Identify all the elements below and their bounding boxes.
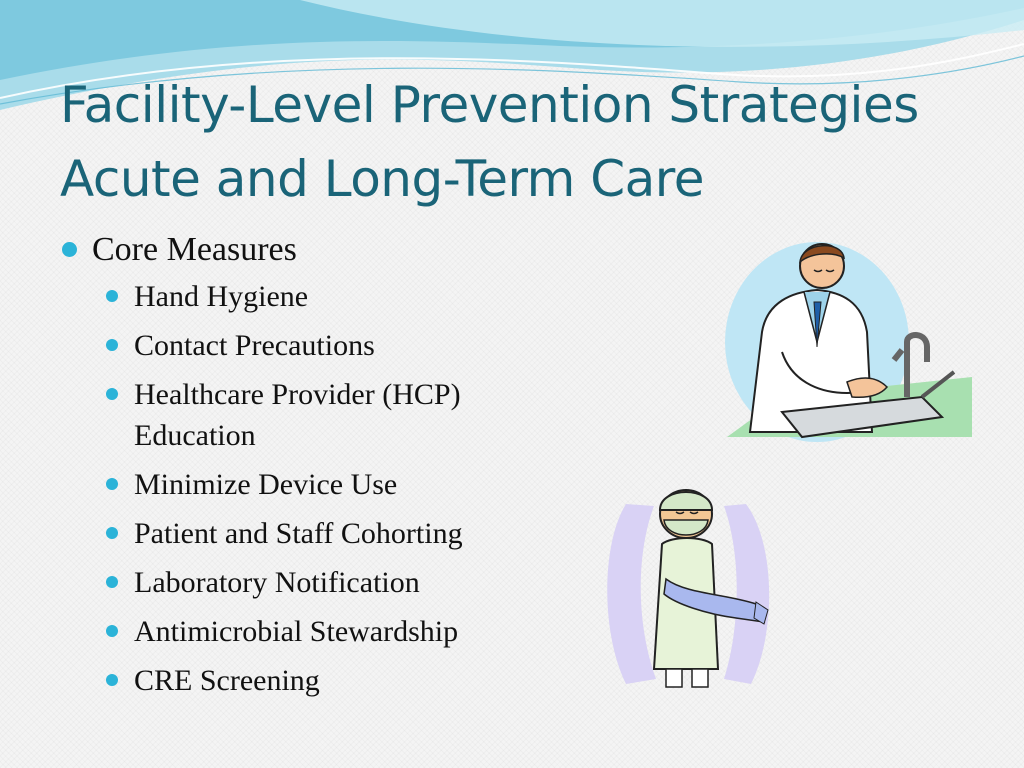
bullet-core-measures: Core Measures [60, 226, 580, 274]
sub-bullet: Antimicrobial Stewardship [60, 611, 580, 652]
sub-bullet-list [60, 276, 580, 701]
sub-bullet: Contact Precautions [60, 325, 580, 366]
slide-title [60, 68, 980, 216]
sub-bullet: Hand Hygiene [60, 276, 580, 317]
bullet-list [60, 226, 580, 709]
sub-bullet: Laboratory Notification [60, 562, 580, 603]
title-line-1: Facility-Level Prevention Strategies [60, 76, 919, 134]
sub-bullet: Healthcare Provider (HCP) Education [60, 374, 580, 456]
surgeon-in-gown-and-mask-clipart [596, 484, 786, 694]
sub-bullet: CRE Screening [60, 660, 580, 701]
sub-bullet: Minimize Device Use [60, 464, 580, 505]
doctor-washing-hands-clipart [722, 232, 972, 442]
sub-bullet: Patient and Staff Cohorting [60, 513, 580, 554]
title-line-2: Acute and Long-Term Care [60, 150, 705, 208]
